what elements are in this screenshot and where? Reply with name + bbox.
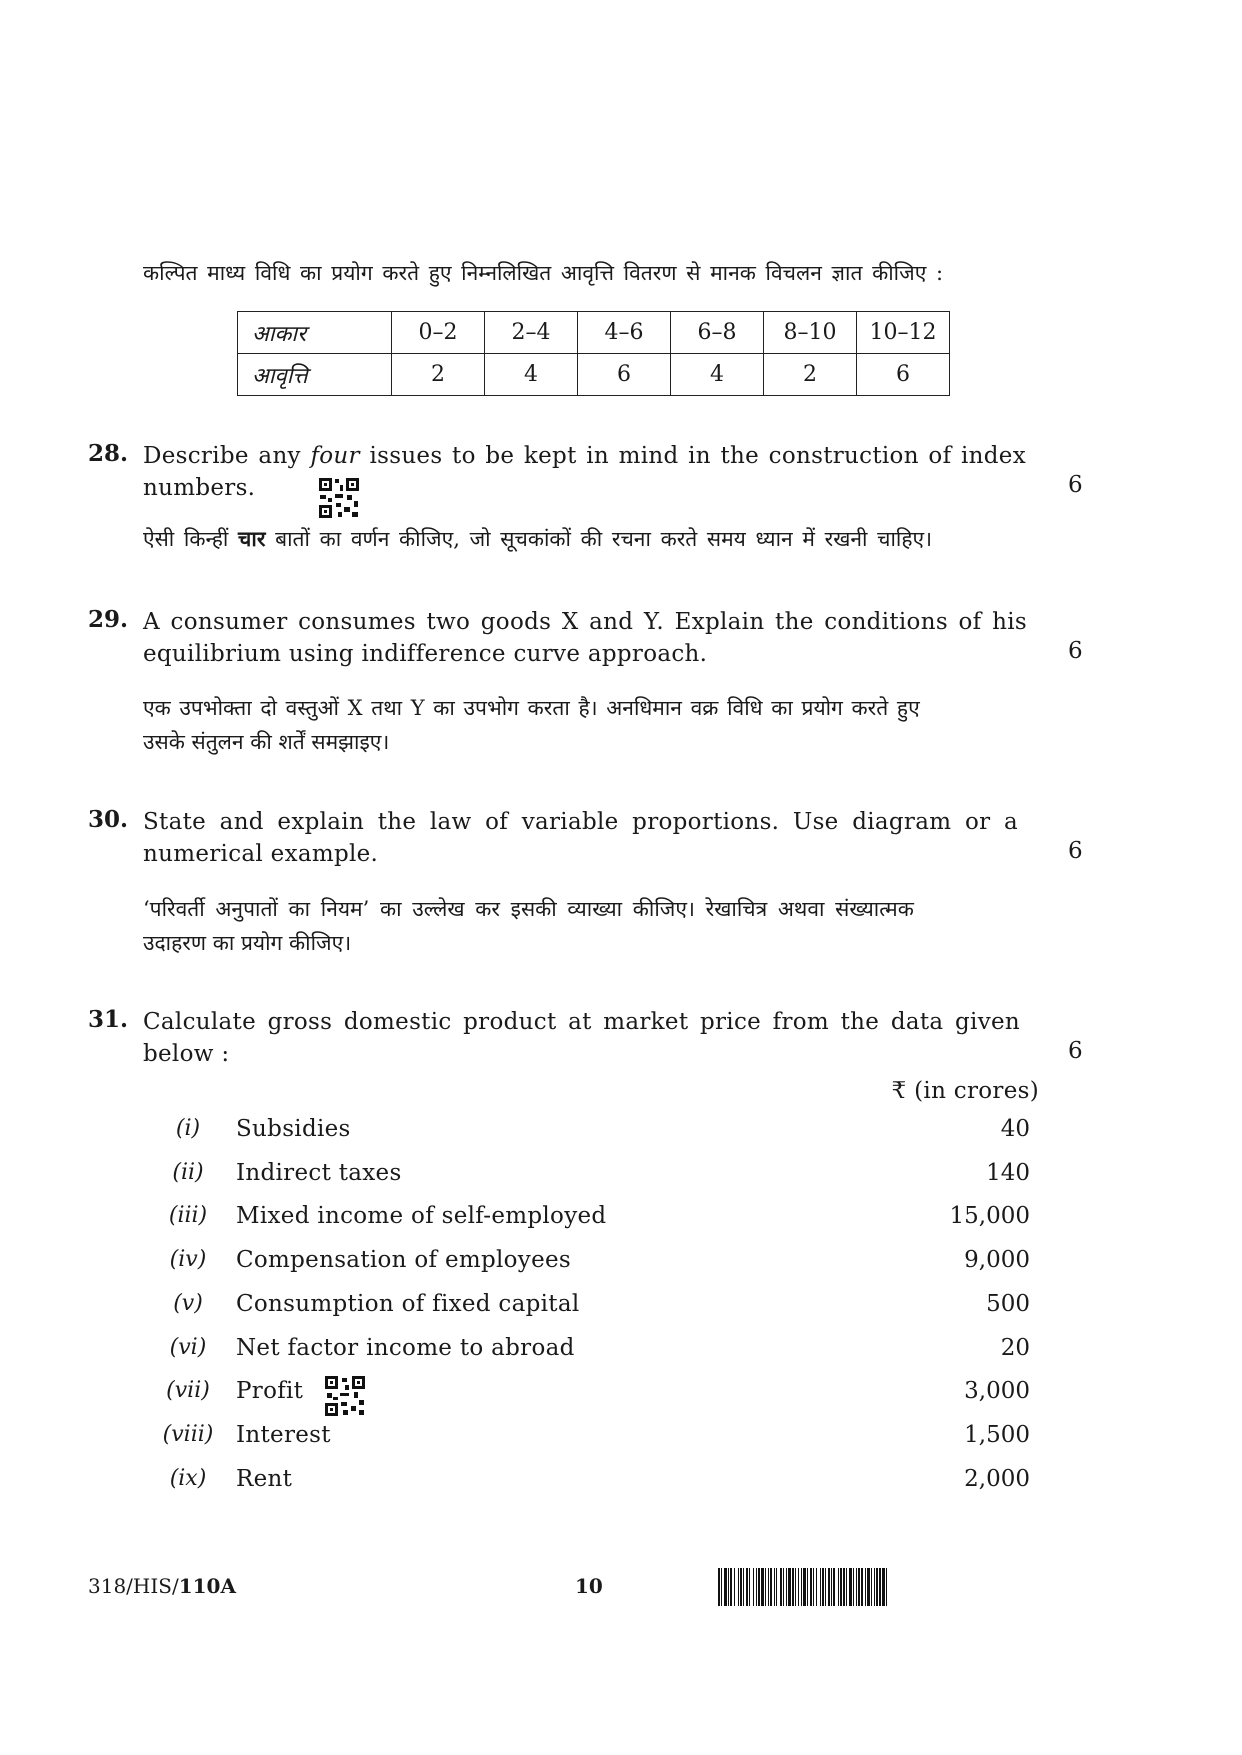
item-roman: (ii) [172,1160,204,1185]
item-value: 1,500 [964,1422,1030,1448]
item-roman: (iii) [168,1203,208,1228]
class-cell: 4–6 [578,312,671,354]
q29-hindi-line2: उसके संतुलन की शर्तें समझाइए। [143,730,390,754]
q29-hindi-line1: एक उपभोक्ता दो वस्तुओं X तथा Y का उपभोग करता है। अनधिमान वक्र विधि का प्रयोग करते हुए [143,696,920,720]
unit-label: ₹ (in crores) [891,1078,1039,1104]
q28-english-line1: Describe any four issues to be kept in mind in the construction of index [143,443,1026,469]
q30-marks: 6 [1068,838,1083,864]
item-label: Rent [236,1466,293,1492]
q31-english-line2: below : [143,1041,230,1067]
item-roman: (iv) [169,1247,207,1272]
q30-english-line2: numerical example. [143,841,379,867]
item-value: 20 [1000,1335,1030,1361]
frequency-cell: 6 [857,354,950,396]
item-value: 2,000 [964,1466,1030,1492]
item-label: Subsidies [236,1116,351,1142]
item-value: 140 [986,1160,1030,1186]
q29-english-line2: equilibrium using indifference curve approach. [143,641,708,667]
item-label: Indirect taxes [236,1160,402,1186]
q31-marks: 6 [1068,1038,1083,1064]
question-number: 31. [88,1006,129,1033]
class-cell: 8–10 [764,312,857,354]
item-roman: (viii) [162,1422,214,1447]
qr-code-icon [318,477,360,519]
q30-english-line1: State and explain the law of variable proportions. Use diagram or a [143,809,1019,835]
item-value: 15,000 [949,1203,1030,1229]
item-value: 9,000 [964,1247,1030,1273]
question-number: 28. [88,440,129,467]
item-roman: (v) [173,1291,203,1316]
q28-english-line2: numbers. [143,475,256,501]
table-row-label: आकार [238,312,392,354]
item-roman: (vi) [169,1335,207,1360]
item-roman: (vii) [166,1378,210,1403]
frequency-cell: 2 [764,354,857,396]
intro-hindi: कल्पित माध्य विधि का प्रयोग करते हुए निम्नलिखित आवृत्ति वितरण से मानक विचलन ज्ञात कीजिए : [143,261,944,285]
question-number: 29. [88,606,129,633]
table-row [238,354,950,396]
table-row-label: आवृत्ति [238,354,392,396]
item-label: Consumption of fixed capital [236,1291,580,1317]
paper-code: 318/HIS/110A [88,1574,236,1598]
page-number: 10 [575,1574,603,1598]
q28-hindi: ऐसी किन्हीं चार बातों का वर्णन कीजिए, जो सूचकांकों की रचना करते समय ध्यान में रखनी चाहिए। [143,526,933,551]
item-label: Compensation of employees [236,1247,572,1273]
class-cell: 0–2 [392,312,485,354]
table-row [238,312,950,354]
q29-marks: 6 [1068,638,1083,664]
item-label: Profit [236,1378,304,1404]
item-value: 3,000 [964,1378,1030,1404]
class-cell: 2–4 [485,312,578,354]
item-label: Interest [236,1422,331,1448]
barcode-icon [718,1568,988,1606]
item-roman: (i) [175,1116,201,1141]
frequency-cell: 2 [392,354,485,396]
q28-marks: 6 [1068,472,1083,498]
class-cell: 6–8 [671,312,764,354]
item-roman: (ix) [169,1466,207,1491]
class-cell: 10–12 [857,312,950,354]
q30-hindi-line2: उदाहरण का प्रयोग कीजिए। [143,931,352,955]
qr-code-icon [324,1375,366,1417]
item-value: 40 [1000,1116,1030,1142]
q31-english-line1: Calculate gross domestic product at market price from the data given [143,1009,1021,1035]
item-label: Net factor income to abroad [236,1335,575,1361]
frequency-cell: 4 [671,354,764,396]
item-label: Mixed income of self-employed [236,1203,607,1229]
item-value: 500 [986,1291,1030,1317]
q29-english-line1: A consumer consumes two goods X and Y. Explain the conditions of his [143,609,1027,635]
question-number: 30. [88,806,129,833]
frequency-table [237,311,950,396]
frequency-cell: 6 [578,354,671,396]
frequency-cell: 4 [485,354,578,396]
q30-hindi-line1: ‘परिवर्ती अनुपातों का नियम’ का उल्लेख कर इसकी व्याख्या कीजिए। रेखाचित्र अथवा संख्यात्मक [143,897,914,921]
